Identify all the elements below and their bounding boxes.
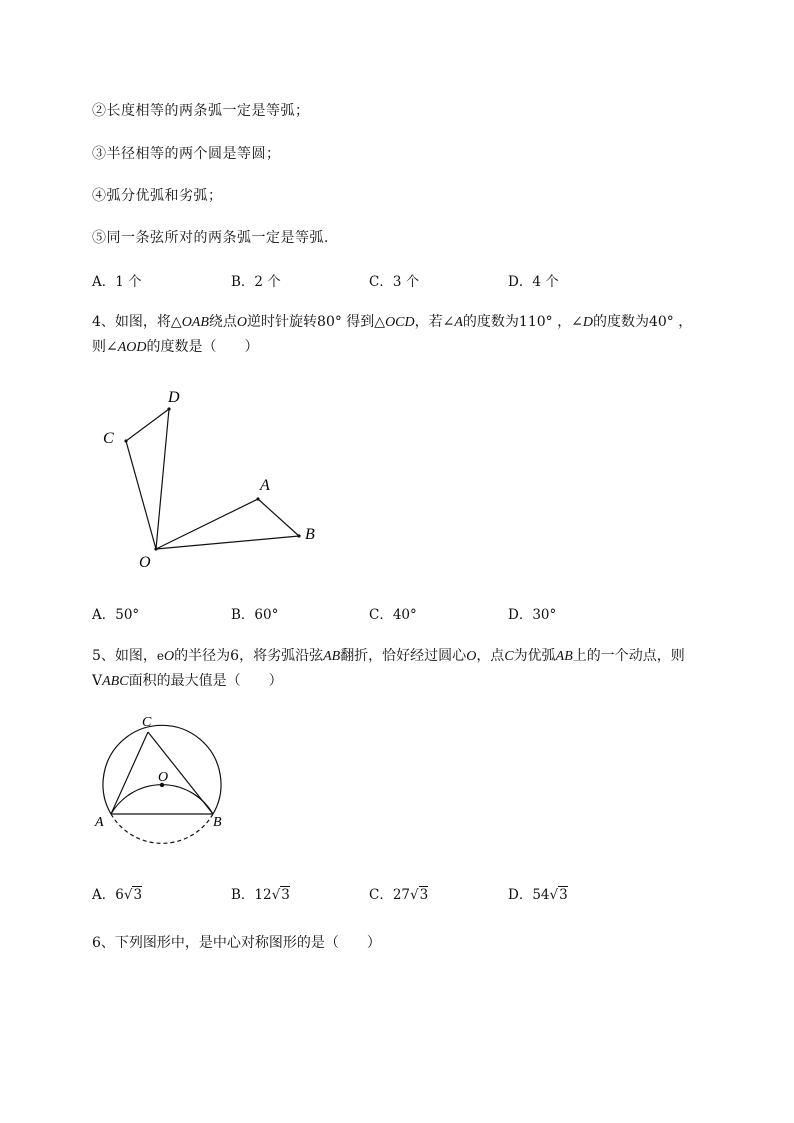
segment-cd <box>126 409 169 441</box>
q4-option-b: B．60° <box>231 607 279 623</box>
statement-4: ④弧分优弧和劣弧； <box>92 188 223 204</box>
point-o <box>154 547 157 550</box>
q3-option-d: D．4 个 <box>508 274 559 290</box>
statement-3: ③半径相等的两个圆是等圆； <box>92 146 281 162</box>
point-b <box>297 534 300 537</box>
q5-option-a: A．6√3 <box>92 887 143 903</box>
q4-stem-line1: 4、如图，将△OAB绕点O逆时针旋转80° 得到△OCD，若∠A的度数为110° ，∠D的度数为40° ， <box>92 314 693 330</box>
minor-arc-ab-dashed <box>111 814 213 843</box>
q4-option-c: C．40° <box>369 607 417 623</box>
q3-option-b: B．2 个 <box>231 274 281 290</box>
q4-option-a: A．50° <box>92 607 140 623</box>
q5-stem-line1: 5、如图，eO的半径为6，将劣弧沿弦AB翻折，恰好经过圆心O，点C为优弧AB上的一个动点，则 <box>92 648 685 664</box>
q4-stem-line2: 则∠AOD的度数是（ ） <box>92 339 259 355</box>
label-b: B <box>305 526 315 543</box>
segment-oc <box>126 441 156 549</box>
q5-circle-figure <box>92 712 232 852</box>
segment-ac <box>111 732 148 814</box>
sqrt-symbol: √ <box>410 887 419 903</box>
point-d <box>167 407 170 410</box>
segment-ab <box>258 499 299 536</box>
label-a: A <box>260 477 270 494</box>
q5-stem-line2: VABC面积的最大值是（ ） <box>92 673 283 689</box>
sqrt-symbol: √ <box>271 887 281 903</box>
label-b: B <box>213 815 222 830</box>
q3-option-a: A．1 个 <box>92 274 142 290</box>
q5-option-d: D．54√3 <box>508 887 568 903</box>
segment-do <box>156 409 169 549</box>
q6-stem: 6、下列图形中，是中心对称图形的是（ ） <box>92 935 381 951</box>
label-c: C <box>103 430 114 447</box>
statement-2: ②长度相等的两条弧一定是等弧； <box>92 103 310 119</box>
folded-arc-ab <box>111 785 213 814</box>
label-a: A <box>95 815 104 830</box>
label-o: O <box>158 770 169 785</box>
label-c: C <box>142 715 152 730</box>
q5-option-c: C．27√3 <box>369 887 429 903</box>
label-o: O <box>139 554 151 571</box>
sqrt-symbol: √ <box>123 887 133 903</box>
point-a <box>256 497 259 500</box>
point-c <box>124 439 127 442</box>
q3-option-c: C．3 个 <box>369 274 420 290</box>
q4-option-d: D．30° <box>508 607 557 623</box>
q5-option-b: B．12√3 <box>231 887 290 903</box>
sqrt-symbol: √ <box>549 887 559 903</box>
q4-rotation-figure <box>95 380 335 575</box>
label-d: D <box>168 389 180 406</box>
statement-5: ⑤同一条弦所对的两条弧一定是等弧． <box>92 230 339 246</box>
